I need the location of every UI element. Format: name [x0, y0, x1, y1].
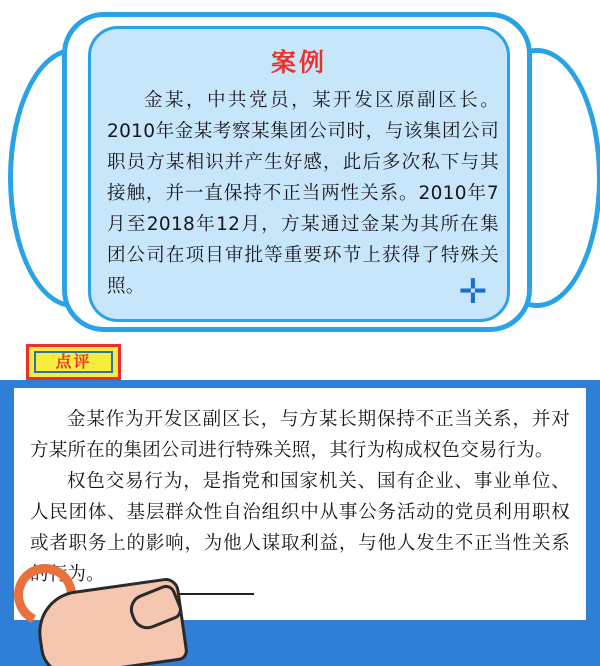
- comment-paragraph-2: 权色交易行为，是指党和国家机关、国有企业、事业单位、人民团体、基层群众性自治组织中从事公务活动的党员利用职权或者职务上的影响，为他人谋取利益，与他人发生不正当性关系的行为。: [30, 471, 570, 585]
- case-title: 案例: [270, 48, 327, 77]
- case-body-text: 金某，中共党员，某开发区原副区长。2010年金某考察某集团公司时，与该集团公司职员方某相识并产生好感，此后多次私下与其接触，并一直保持不正当两性关系。2010年7月至2018年12月，方某通过金某为其所在集团公司在项目审批等重要环节上获得了特殊关照。: [107, 90, 499, 297]
- comment-tag-label: 点评: [55, 352, 92, 371]
- comment-tag: [26, 344, 121, 380]
- gavel-hand-illustration: [10, 560, 200, 666]
- comment-tag-border: [34, 351, 113, 373]
- comment-paragraph-1: 金某作为开发区副区长，与方某长期保持不正当关系，并对方某所在的集团公司进行特殊关照，其行为构成权色交易行为。: [30, 409, 570, 461]
- plus-icon: ✛: [458, 272, 487, 312]
- case-panel: [88, 26, 510, 322]
